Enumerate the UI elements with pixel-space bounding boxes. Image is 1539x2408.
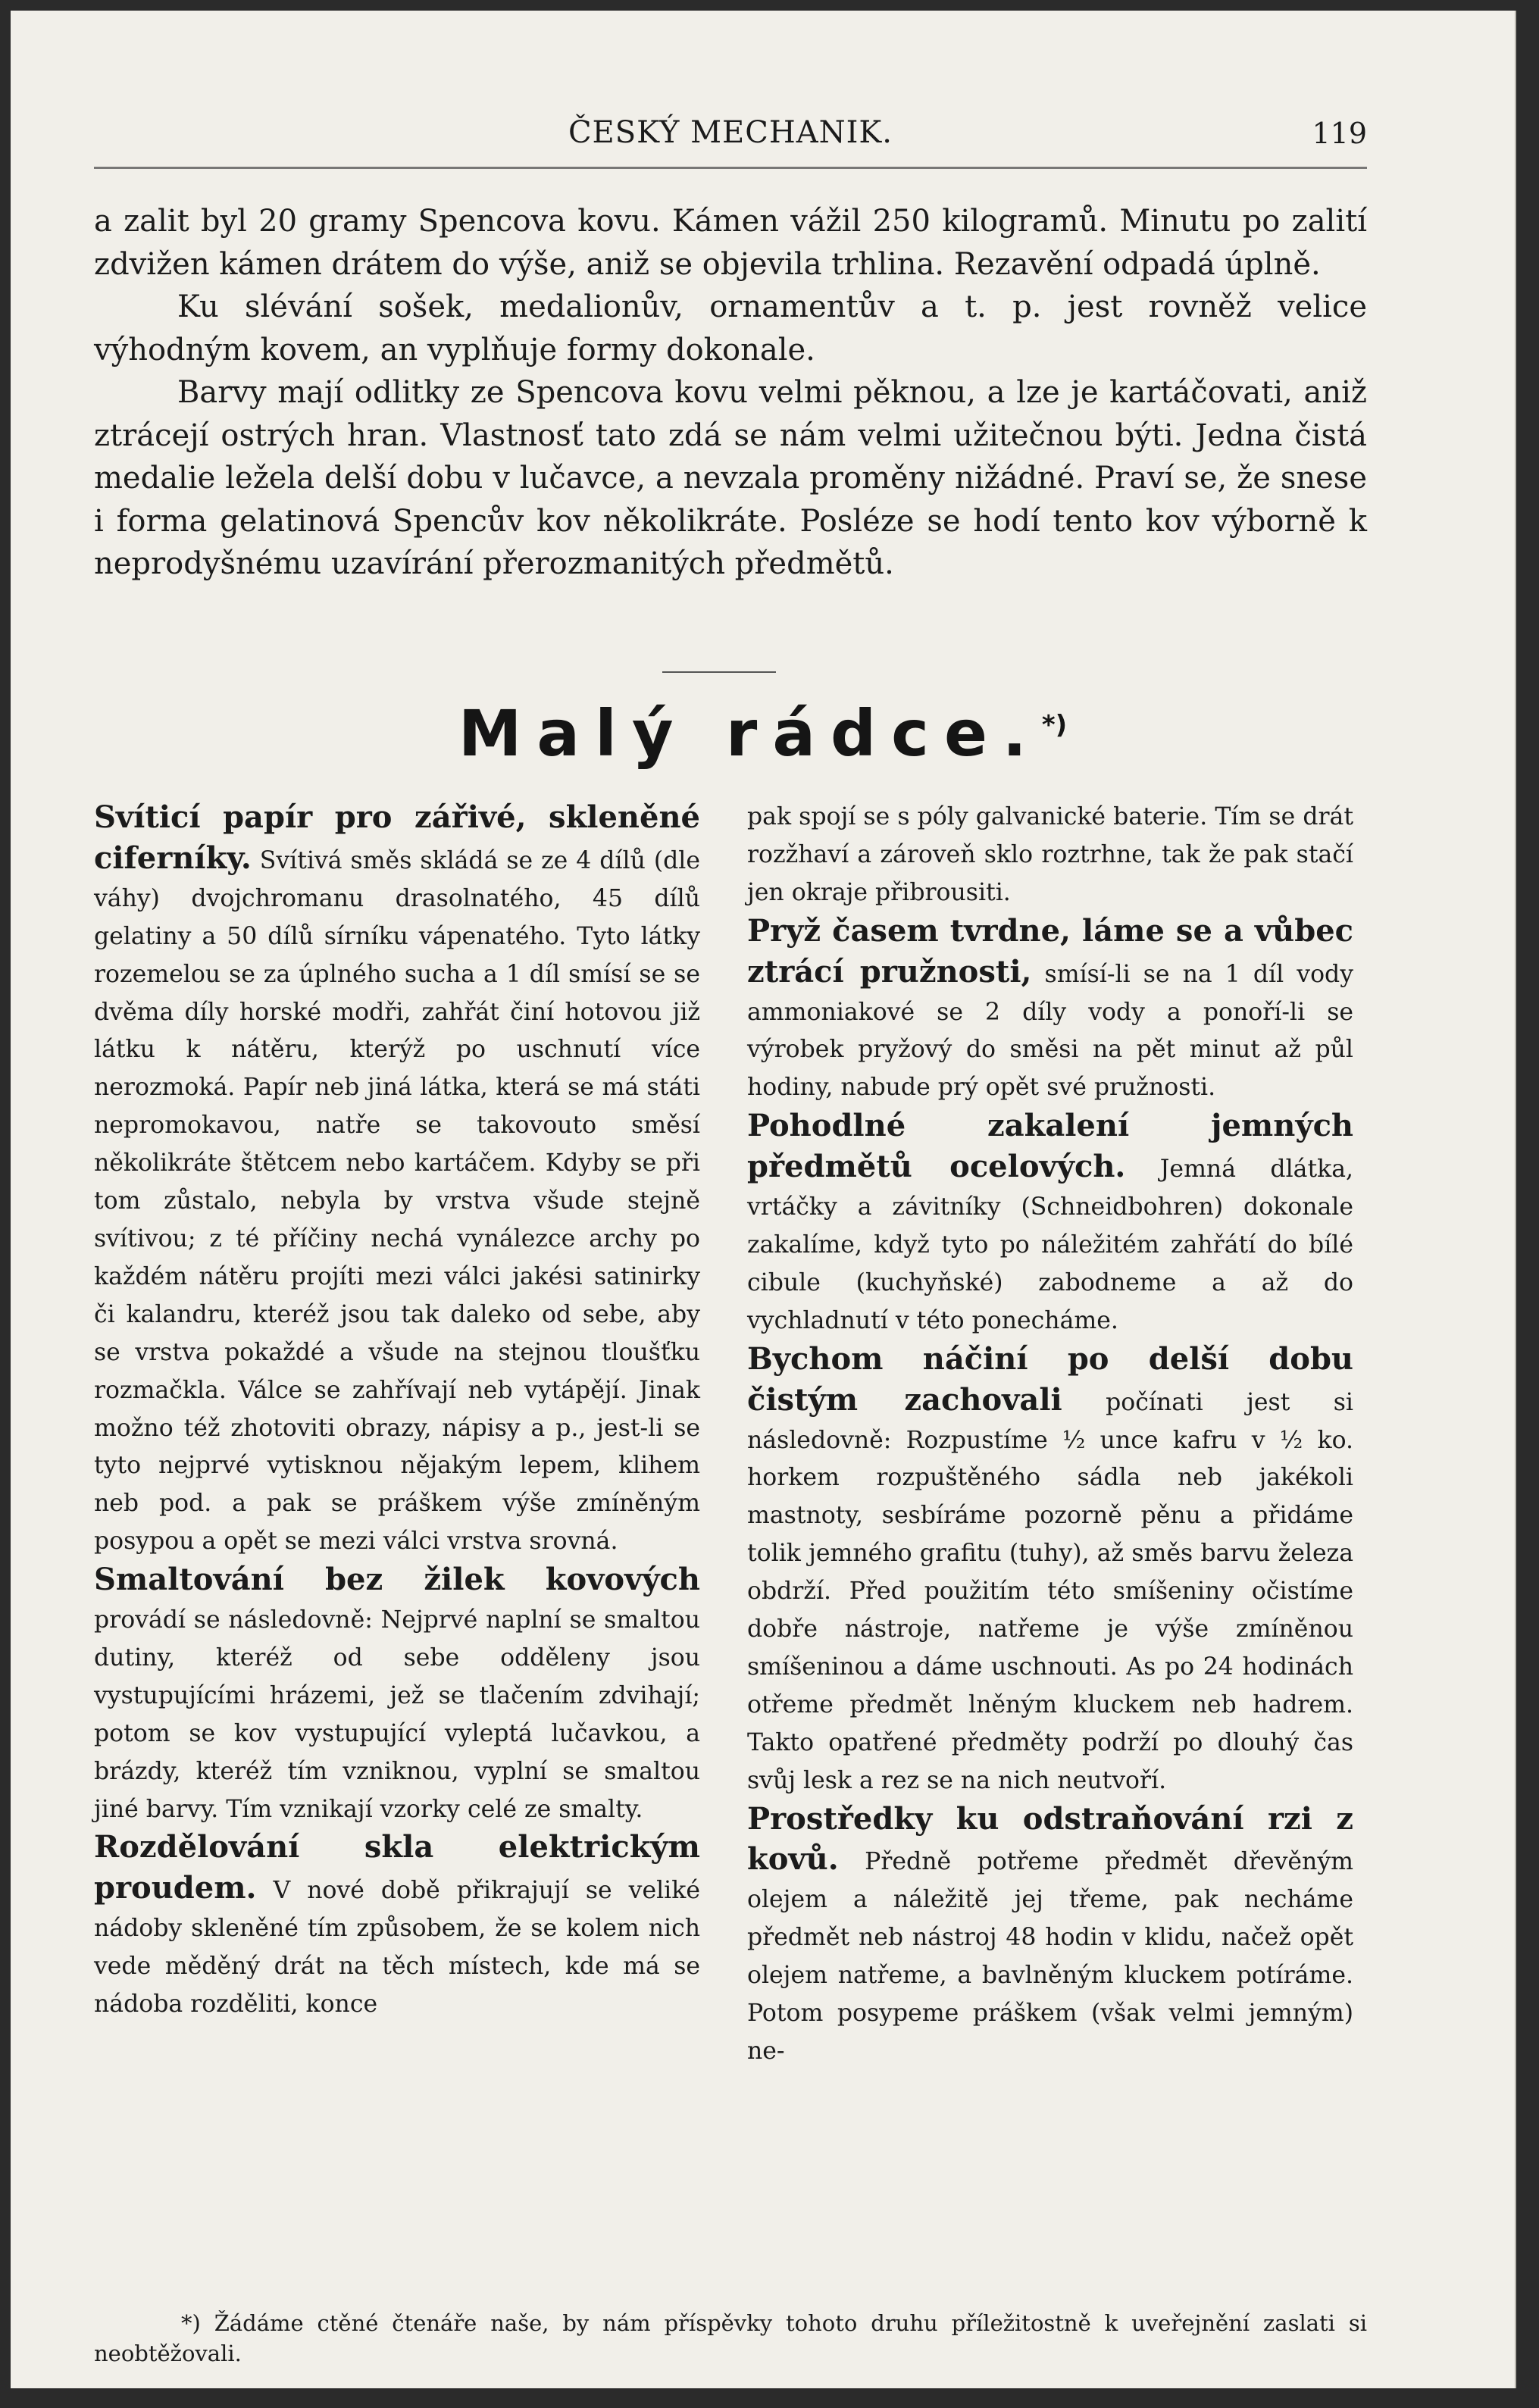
article-body: Svítivá směs skládá se ze 4 dílů (dle váhy) dvojchromanu drasolnatého, 45 dílů gelatiny a 50 dílů sírníku vápenatého. Tyto látky rozemelou se za úplného sucha a 1 díl smísí se se dvěma díly horské modři, zahřát činí hotovou již látku k nátěru, kterýž po uschnutí více nerozmoká. Papír neb jiná látka, která se má státi nepromokavou, natře se takovouto směsí několikráte štětcem nebo kartáčem. Kdyby se při tom zůstalo, nebyla by vrstva všude stejně svítivou; z té příčiny nechá vynálezce archy po každém nátěru projíti mezi válci jakési satinirky či kalandru, kteréž jsou tak daleko od sebe, aby se vrstva pokaždé a všude na stejnou tloušťku rozmačkla. Válce se zahřívají neb vytápějí. Jinak možno též zhotoviti obrazy, nápisy a p., jest-li se tyto nejprvé vytisknou nějakým lepem, klihem neb pod. a pak se práškem výše zmíněným posypou a opět se mezi válci vrstva srovná. <box>94 846 700 1556</box>
page-number: 119 <box>1312 117 1367 150</box>
article-heading: Bychom náčiní po delší dobu čistým zachovali <box>747 1340 1353 1418</box>
page-header <box>94 102 1367 162</box>
article-body: Jemná dlátka, vrtáčky a závitníky (Schneidbohren) dokonale zakalíme, když tyto po náležitém zahřátí do bílé cibule (kuchyňské) zabodneme a až do vychladnutí v této ponecháme. <box>747 1156 1353 1334</box>
article-continuation <box>747 799 1353 912</box>
header-rule <box>94 167 1367 169</box>
article-heading: Pohodlné zakalení jemných předmětů ocelových. <box>747 1108 1353 1185</box>
footnote-mark: *) <box>1041 710 1068 740</box>
intro-paragraph: Ku slévání sošek, medalionův, ornamentův a t. p. jest rovněž velice výhodným kovem, an vyplňuje formy dokonale. <box>94 289 1367 367</box>
article-heading: Svíticí papír pro zářivé, skleněné ciferníky. <box>94 799 700 876</box>
article-body: smísí-li se na 1 díl vody ammoniakové se 2 díly vody a ponoří-li se výrobek pryžový do směsi na pět minut až půl hodiny, nabude prý opět své pružnosti. <box>747 960 1353 1102</box>
footnote-text: *) Žádáme ctěné čtenáře naše, by nám příspěvky tohoto druhu příležitostně k uveřejnění zaslati si neobtěžovali. <box>94 2310 1367 2366</box>
running-title: ČESKÝ MECHANIK. <box>568 115 893 150</box>
footnote <box>94 2308 1367 2369</box>
article-heading: Smaltování bez žilek kovových <box>94 1562 700 1598</box>
article-body: V nové době přikrajují se veliké nádoby skleněné tím způsobem, že se kolem nich vede měděný drát na těch místech, kde má se nádoba rozděliti, konce <box>94 1877 700 2019</box>
article-body: pak spojí se s póly galvanické baterie. Tím se drát rozžhaví a zároveň sklo roztrhne, tak že pak stačí jen okraje přibrousiti. <box>747 803 1353 906</box>
intro-paragraph: a zalit byl 20 gramy Spencova kovu. Kámen vážil 250 kilogramů. Minutu po zalití zdvižen kámen drátem do výše, aniž se objevila trhlina. Rezavění odpadá úplně. <box>94 204 1367 282</box>
article-heading: Rozdělování skla elektrickým proudem. <box>94 1829 700 1906</box>
article-heading: Prostředky ku odstraňování rzi z kovů. <box>747 1800 1353 1878</box>
article-body: počínati jest si následovně: Rozpustíme ½ unce kafru v ½ ko. horkem rozpuštěného sádla neb jakékoli mastnoty, sesbíráme pozorně pěnu a přidáme tolik jemného grafitu (tuhy), až směs barvu železa obdrží. Před použitím této smíšeniny očistíme dobře nástroje, natřeme je výše zmíněnou smíšeninou a dáme uschnouti. As po 24 hodinách otřeme předmět lněným kluckem neb hadrem. Takto opatřené předměty podrží po dlouhý čas svůj lesk a rez se na nich neutvoří. <box>747 1388 1353 1794</box>
right-column <box>747 799 1353 2071</box>
section-title-text: Malý rádce. <box>458 696 1042 771</box>
left-column <box>94 799 700 2024</box>
article-body: provádí se následovně: Nejprvé naplní se smaltou dutiny, kteréž od sebe odděleny jsou vystupujícími hrázemi, jež se tlačením zdvihají; potom se kov vystupující vyleptá lučavkou, a brázdy, kteréž tím vzniknou, vyplní se smaltou jiné barvy. Tím vznikají vzorky celé ze smalty. <box>94 1606 700 1823</box>
intro-text <box>94 200 1367 586</box>
section-title <box>11 696 1515 771</box>
scanned-page <box>11 11 1516 2388</box>
article-body: Předně potřeme předmět dřevěným olejem a náležitě jej třeme, pak necháme předmět neb nástroj 48 hodin v klidu, načež opět olejem natřeme, a bavlněným kluckem potíráme. Potom posypeme práškem (však velmi jemným) ne- <box>747 1848 1353 2065</box>
intro-paragraph: Barvy mají odlitky ze Spencova kovu velmi pěknou, a lze je kartáčovati, aniž ztrácejí ostrých hran. Vlastnosť tato zdá se nám velmi užitečnou býti. Jedna čistá medalie ležela delší dobu v lučavce, a nevzala proměny nižádné. Praví se, že snese i forma gelatinová Spencův kov několikráte. Posléze se hodí tento kov výborně k neprodyšnému uzavírání přerozmanitých předmětů. <box>94 375 1367 581</box>
article-heading: Pryž časem tvrdne, láme se a vůbec ztrácí pružnosti, <box>747 912 1353 990</box>
section-divider <box>662 671 776 673</box>
